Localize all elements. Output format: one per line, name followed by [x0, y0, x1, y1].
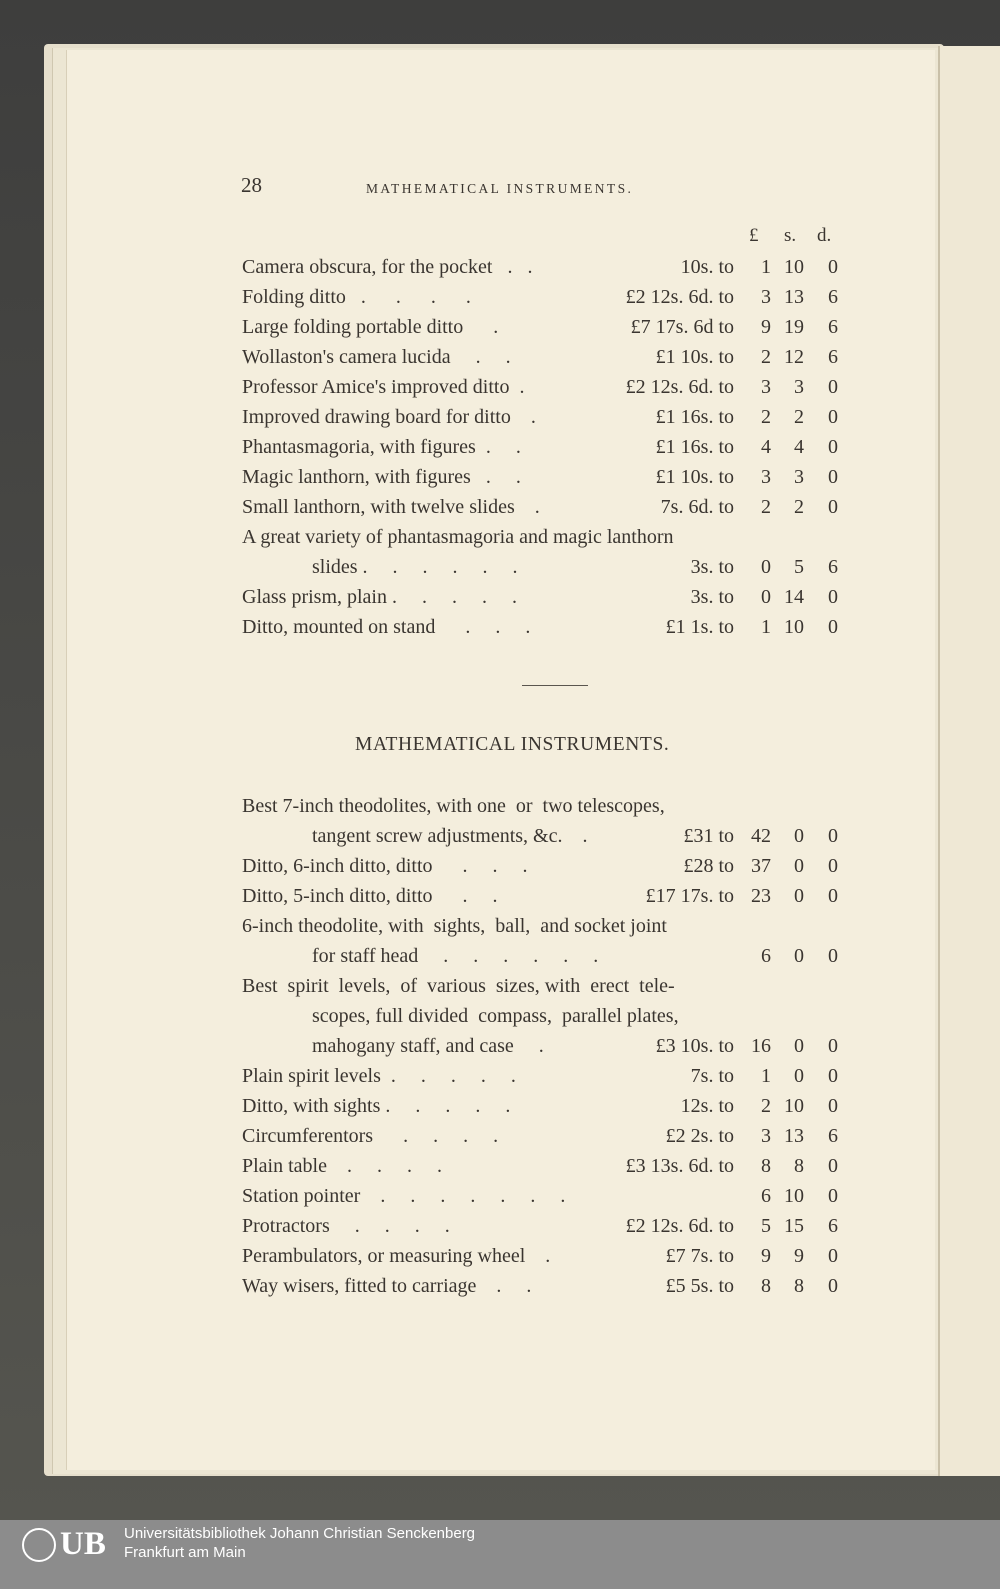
- price-shillings: 10: [784, 1095, 804, 1117]
- price-row: [0, 372, 1000, 402]
- item-description: Station pointer . . . . . . .: [242, 1185, 566, 1207]
- item-description: Perambulators, or measuring wheel .: [242, 1245, 551, 1267]
- price-pence: 6: [828, 286, 838, 308]
- price-row: [0, 971, 1000, 1001]
- price-pence: 0: [828, 436, 838, 458]
- price-pounds: 42: [751, 825, 771, 847]
- price-pence: 0: [828, 466, 838, 488]
- price-pence: 0: [828, 586, 838, 608]
- price-pence: 0: [828, 616, 838, 638]
- price-pounds: 8: [761, 1275, 771, 1297]
- price-pounds: 1: [761, 256, 771, 278]
- price-shillings: 0: [794, 825, 804, 847]
- price-shillings: 2: [794, 496, 804, 518]
- price-row: [0, 522, 1000, 552]
- price-row: [0, 252, 1000, 282]
- item-description: Folding ditto . . . .: [242, 286, 471, 308]
- price-pounds: 3: [761, 466, 771, 488]
- item-description: Large folding portable ditto .: [242, 316, 499, 338]
- price-from: £28 to: [683, 855, 734, 877]
- price-pence: 0: [828, 1065, 838, 1087]
- item-description: A great variety of phantasmagoria and magic lanthorn: [242, 526, 674, 548]
- price-pence: 0: [828, 885, 838, 907]
- price-shillings: 3: [794, 466, 804, 488]
- price-shillings: 13: [784, 1125, 804, 1147]
- price-pounds: 6: [761, 1185, 771, 1207]
- price-pence: 0: [828, 496, 838, 518]
- price-pounds: 4: [761, 436, 771, 458]
- price-row: [0, 1151, 1000, 1181]
- item-description: Ditto, mounted on stand . . .: [242, 616, 531, 638]
- price-pounds: 16: [751, 1035, 771, 1057]
- item-description: tangent screw adjustments, &c. .: [312, 825, 588, 847]
- price-row: [0, 552, 1000, 582]
- price-pounds: 8: [761, 1155, 771, 1177]
- price-from: £7 7s. to: [665, 1245, 734, 1267]
- price-from: 7s. to: [690, 1065, 734, 1087]
- price-shillings: 2: [794, 406, 804, 428]
- item-description: Circumferentors . . . .: [242, 1125, 499, 1147]
- price-from: £1 16s. to: [655, 406, 734, 428]
- library-footer: [0, 1520, 1000, 1589]
- price-row: [0, 432, 1000, 462]
- item-description: Way wisers, fitted to carriage . .: [242, 1275, 532, 1297]
- price-from: £1 16s. to: [655, 436, 734, 458]
- price-pounds: 9: [761, 1245, 771, 1267]
- price-pence: 0: [828, 945, 838, 967]
- price-row: [0, 312, 1000, 342]
- price-from: £1 10s. to: [655, 346, 734, 368]
- price-pence: 6: [828, 1125, 838, 1147]
- price-pounds: 0: [761, 586, 771, 608]
- price-pounds: 5: [761, 1215, 771, 1237]
- price-pence: 0: [828, 376, 838, 398]
- item-description: slides . . . . . .: [312, 556, 518, 578]
- item-description: Improved drawing board for ditto .: [242, 406, 536, 428]
- section-divider: [522, 685, 588, 686]
- price-pence: 0: [828, 825, 838, 847]
- price-pounds: 1: [761, 1065, 771, 1087]
- price-row: [0, 282, 1000, 312]
- price-from: £2 12s. 6d. to: [625, 286, 734, 308]
- item-description: Ditto, 6-inch ditto, ditto . . .: [242, 855, 528, 877]
- item-description: Glass prism, plain . . . . .: [242, 586, 517, 608]
- price-pence: 0: [828, 1185, 838, 1207]
- price-pounds: 3: [761, 376, 771, 398]
- logo-seal-icon: [22, 1528, 56, 1562]
- price-shillings: 8: [794, 1155, 804, 1177]
- page-number: 28: [241, 173, 262, 197]
- running-head: MATHEMATICAL INSTRUMENTS.: [366, 181, 634, 196]
- price-shillings: 10: [784, 616, 804, 638]
- price-from: £3 13s. 6d. to: [625, 1155, 734, 1177]
- item-description: Best 7-inch theodolites, with one or two telescopes,: [242, 795, 665, 817]
- price-shillings: 8: [794, 1275, 804, 1297]
- price-row: [0, 462, 1000, 492]
- logo-text: UB: [60, 1526, 106, 1562]
- price-row: [0, 1001, 1000, 1031]
- price-pounds: 0: [761, 556, 771, 578]
- price-pence: 0: [828, 1245, 838, 1267]
- price-from: £1 10s. to: [655, 466, 734, 488]
- price-from: £31 to: [683, 825, 734, 847]
- item-description: Ditto, 5-inch ditto, ditto . .: [242, 885, 498, 907]
- price-from: £1 1s. to: [665, 616, 734, 638]
- item-description: Magic lanthorn, with figures . .: [242, 466, 521, 488]
- price-row: [0, 612, 1000, 642]
- price-shillings: 0: [794, 1035, 804, 1057]
- price-from: £2 12s. 6d. to: [625, 1215, 734, 1237]
- item-description: Professor Amice's improved ditto .: [242, 376, 525, 398]
- price-pence: 6: [828, 1215, 838, 1237]
- price-row: [0, 582, 1000, 612]
- price-row: [0, 1121, 1000, 1151]
- price-from: £5 5s. to: [665, 1275, 734, 1297]
- price-row: [0, 342, 1000, 372]
- item-description: Best spirit levels, of various sizes, with erect tele-: [242, 975, 675, 997]
- price-row: [0, 1091, 1000, 1121]
- price-from: £2 2s. to: [665, 1125, 734, 1147]
- library-logo: [22, 1528, 118, 1564]
- price-pence: 0: [828, 1275, 838, 1297]
- price-row: [0, 911, 1000, 941]
- item-description: Wollaston's camera lucida . .: [242, 346, 511, 368]
- price-pounds: 37: [751, 855, 771, 877]
- price-shillings: 14: [784, 586, 804, 608]
- price-from: 12s. to: [680, 1095, 734, 1117]
- price-row: [0, 1271, 1000, 1301]
- price-pence: 6: [828, 556, 838, 578]
- price-shillings: 0: [794, 945, 804, 967]
- price-shillings: 3: [794, 376, 804, 398]
- item-description: mahogany staff, and case .: [312, 1035, 544, 1057]
- item-description: Plain spirit levels . . . . .: [242, 1065, 516, 1087]
- price-row: [0, 1031, 1000, 1061]
- price-pounds: 1: [761, 616, 771, 638]
- price-pounds: 9: [761, 316, 771, 338]
- item-description: 6-inch theodolite, with sights, ball, and socket joint: [242, 915, 667, 937]
- column-header-shillings: s.: [784, 225, 797, 246]
- price-pounds: 3: [761, 1125, 771, 1147]
- price-shillings: 10: [784, 256, 804, 278]
- price-shillings: 15: [784, 1215, 804, 1237]
- item-description: Camera obscura, for the pocket . .: [242, 256, 533, 278]
- price-shillings: 10: [784, 1185, 804, 1207]
- price-shillings: 0: [794, 885, 804, 907]
- price-pence: 0: [828, 406, 838, 428]
- price-from: 3s. to: [690, 586, 734, 608]
- price-from: 7s. 6d. to: [660, 496, 734, 518]
- item-description: Phantasmagoria, with figures . .: [242, 436, 521, 458]
- item-description: scopes, full divided compass, parallel plates,: [312, 1005, 679, 1027]
- price-shillings: 9: [794, 1245, 804, 1267]
- price-row: [0, 1211, 1000, 1241]
- price-pence: 6: [828, 316, 838, 338]
- price-from: 10s. to: [680, 256, 734, 278]
- price-from: £17 17s. to: [645, 885, 734, 907]
- price-pence: 0: [828, 256, 838, 278]
- price-row: [0, 1181, 1000, 1211]
- item-description: for staff head . . . . . .: [312, 945, 599, 967]
- price-shillings: 0: [794, 1065, 804, 1087]
- price-from: £7 17s. 6d to: [630, 316, 734, 338]
- price-pounds: 2: [761, 406, 771, 428]
- price-from: £2 12s. 6d. to: [625, 376, 734, 398]
- price-pence: 6: [828, 346, 838, 368]
- price-row: [0, 821, 1000, 851]
- price-shillings: 0: [794, 855, 804, 877]
- price-row: [0, 492, 1000, 522]
- price-row: [0, 881, 1000, 911]
- price-pence: 0: [828, 1095, 838, 1117]
- column-header-pounds: £: [749, 225, 759, 246]
- price-from: £3 10s. to: [655, 1035, 734, 1057]
- item-description: Plain table . . . .: [242, 1155, 442, 1177]
- price-pounds: 2: [761, 1095, 771, 1117]
- price-pounds: 2: [761, 496, 771, 518]
- price-pounds: 6: [761, 945, 771, 967]
- price-row: [0, 851, 1000, 881]
- price-row: [0, 1061, 1000, 1091]
- price-shillings: 5: [794, 556, 804, 578]
- section-heading: MATHEMATICAL INSTRUMENTS.: [355, 734, 670, 755]
- price-pence: 0: [828, 855, 838, 877]
- price-pounds: 23: [751, 885, 771, 907]
- price-from: 3s. to: [690, 556, 734, 578]
- price-pounds: 3: [761, 286, 771, 308]
- price-pence: 0: [828, 1035, 838, 1057]
- price-pounds: 2: [761, 346, 771, 368]
- item-description: Protractors . . . .: [242, 1215, 450, 1237]
- column-header-pence: d.: [817, 225, 832, 246]
- item-description: Small lanthorn, with twelve slides .: [242, 496, 540, 518]
- price-shillings: 4: [794, 436, 804, 458]
- price-row: [0, 791, 1000, 821]
- item-description: Ditto, with sights . . . . .: [242, 1095, 511, 1117]
- price-row: [0, 1241, 1000, 1271]
- price-shillings: 19: [784, 316, 804, 338]
- library-city: Frankfurt am Main: [124, 1544, 246, 1561]
- price-pence: 0: [828, 1155, 838, 1177]
- price-shillings: 13: [784, 286, 804, 308]
- price-row: [0, 402, 1000, 432]
- price-row: [0, 941, 1000, 971]
- price-shillings: 12: [784, 346, 804, 368]
- library-name: Universitätsbibliothek Johann Christian Senckenberg: [124, 1525, 476, 1542]
